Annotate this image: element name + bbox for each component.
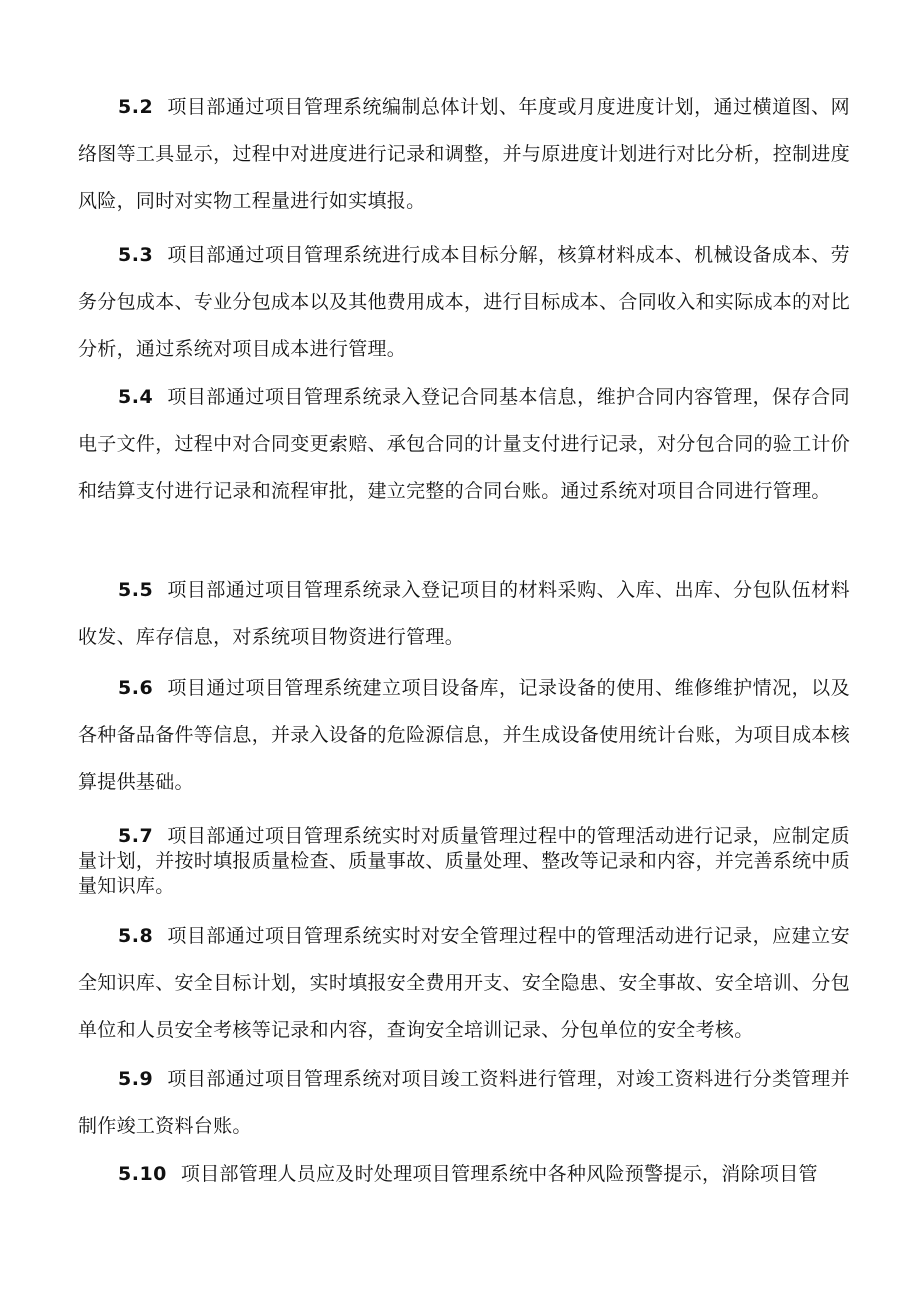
clause-number: 5.4 (118, 386, 154, 408)
paragraph-5-8 (78, 913, 850, 1054)
clause-number: 5.2 (118, 96, 154, 118)
clause-number: 5.8 (118, 925, 154, 947)
clause-number: 5.9 (118, 1068, 154, 1090)
paragraph-text: 项目部管理人员应及时处理项目管理系统中各种风险预警提示，消除项目管 (180, 1163, 818, 1185)
paragraph-5-7 (78, 824, 850, 899)
clause-number: 5.3 (118, 244, 154, 266)
paragraph-5-4 (78, 374, 850, 515)
paragraph-text: 项目部通过项目管理系统实时对质量管理过程中的管理活动进行记录，应制定质量计划，并按时填报质量检查、质量事故、质量处理、整改等记录和内容，并完善系统中质量知识库。 (78, 825, 851, 897)
paragraph-5-2 (78, 84, 850, 225)
paragraph-5-10 (78, 1151, 850, 1198)
paragraph-text: 项目通过项目管理系统建立项目设备库，记录设备的使用、维修维护情况，以及各种备品备件等信息，并录入设备的危险源信息，并生成设备使用统计台账，为项目成本核算提供基础。 (78, 677, 851, 793)
clause-number: 5.5 (118, 579, 154, 601)
clause-number: 5.6 (118, 677, 154, 699)
clause-number: 5.10 (118, 1163, 167, 1185)
clause-number: 5.7 (118, 825, 154, 847)
paragraph-5-6 (78, 665, 850, 806)
paragraph-text: 项目部通过项目管理系统进行成本目标分解，核算材料成本、机械设备成本、劳务分包成本、专业分包成本以及其他费用成本，进行目标成本、合同收入和实际成本的对比分析，通过系统对项目成本进行管理。 (78, 244, 851, 360)
paragraph-text: 项目部通过项目管理系统录入登记合同基本信息，维护合同内容管理，保存合同电子文件，过程中对合同变更索赔、承包合同的计量支付进行记录，对分包合同的验工计价和结算支付进行记录和流程审批，建立完整的合同台账。通过系统对项目合同进行管理。 (78, 386, 851, 502)
paragraph-text: 项目部通过项目管理系统录入登记项目的材料采购、入库、出库、分包队伍材料收发、库存信息，对系统项目物资进行管理。 (78, 579, 850, 648)
paragraph-5-3 (78, 232, 850, 373)
paragraph-text: 项目部通过项目管理系统实时对安全管理过程中的管理活动进行记录，应建立安全知识库、安全目标计划，实时填报安全费用开支、安全隐患、安全事故、安全培训、分包单位和人员安全考核等记录和内容，查询安全培训记录、分包单位的安全考核。 (78, 925, 851, 1041)
paragraph-text: 项目部通过项目管理系统编制总体计划、年度或月度进度计划，通过横道图、网络图等工具显示，过程中对进度进行记录和调整，并与原进度计划进行对比分析，控制进度风险，同时对实物工程量进行如实填报。 (78, 96, 851, 212)
paragraph-text: 项目部通过项目管理系统对项目竣工资料进行管理，对竣工资料进行分类管理并制作竣工资料台账。 (78, 1068, 850, 1137)
paragraph-5-9 (78, 1056, 850, 1150)
paragraph-5-5 (78, 567, 850, 661)
